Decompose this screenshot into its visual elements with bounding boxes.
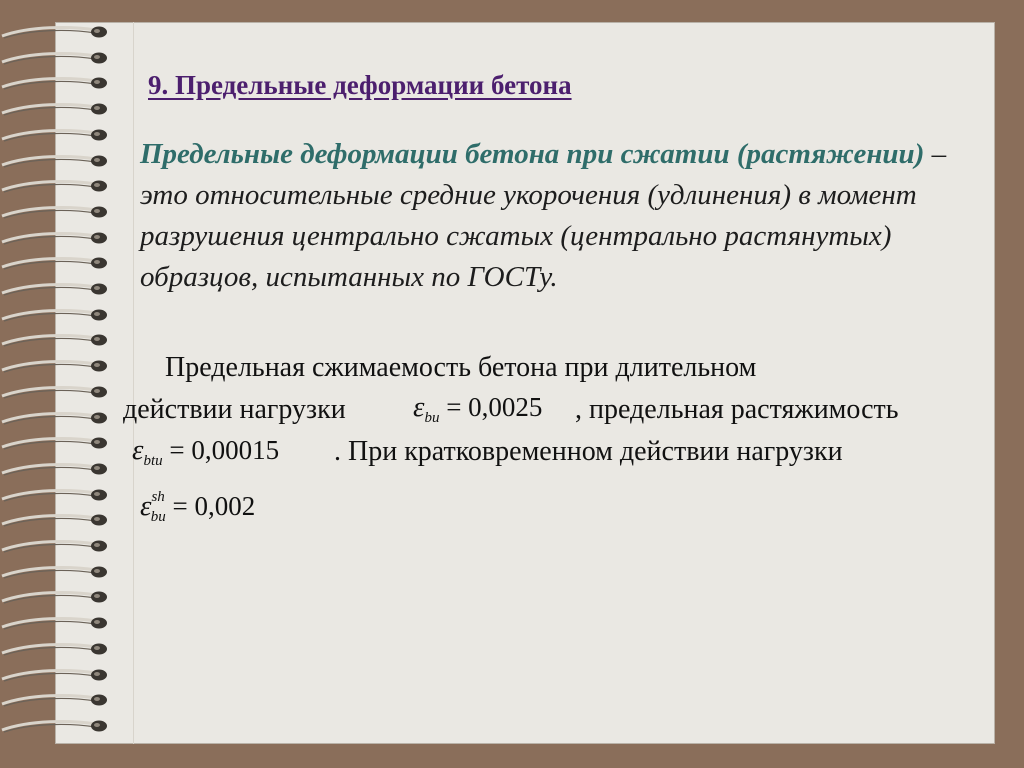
spiral-ring [0,667,110,683]
definition-text: – это относительные средние укорочения (удлинения) в момент разрушения центрально сжатых (центрально растянутых) образцов, испытанных по ГОСТу. [140,138,947,293]
formula-epsilon-btu: $\varepsilon_{btu} = 0,00015$ [132,434,280,469]
spiral-ring [0,101,110,117]
spiral-ring [0,50,110,66]
spiral-ring [0,718,110,734]
formula-epsilon-bu: $\varepsilon_{bu} = 0,0025$ [413,391,543,426]
definition-term: Предельные деформации бетона при сжатии (растяжении) [140,138,925,170]
spiral-ring [0,461,110,477]
margin-line [133,22,134,744]
spiral-ring [0,178,110,194]
spiral-ring [0,435,110,451]
paragraph-line-1: Предельная сжимаемость бетона при длительном [165,352,757,383]
spiral-ring [0,692,110,708]
spiral-ring [0,230,110,246]
spiral-ring [0,615,110,631]
spiral-ring [0,75,110,91]
definition-paragraph [140,134,1000,298]
spiral-ring [0,538,110,554]
spiral-ring [0,281,110,297]
spiral-ring [0,204,110,220]
spiral-ring [0,410,110,426]
spiral-ring [0,332,110,348]
spiral-ring [0,564,110,580]
formula-epsilon-sh-bu: $\varepsilon^{sh}_{bu} = 0,002$ [140,489,256,525]
notebook-page [55,22,995,744]
spiral-ring [0,127,110,143]
spiral-ring [0,589,110,605]
paragraph-line-2a: действии нагрузки [123,394,346,425]
spiral-ring [0,384,110,400]
spiral-ring [0,307,110,323]
spiral-ring [0,255,110,271]
paragraph-line-3b: . При кратковременном действии нагрузки [334,436,843,467]
spiral-binding [0,24,120,744]
spiral-ring [0,641,110,657]
spiral-ring [0,24,110,40]
spiral-ring [0,487,110,503]
spiral-ring [0,512,110,528]
paragraph-line-2b: , предельная растяжимость [575,394,899,425]
spiral-ring [0,153,110,169]
slide-title: 9. Предельные деформации бетона [148,70,572,100]
spiral-ring [0,358,110,374]
